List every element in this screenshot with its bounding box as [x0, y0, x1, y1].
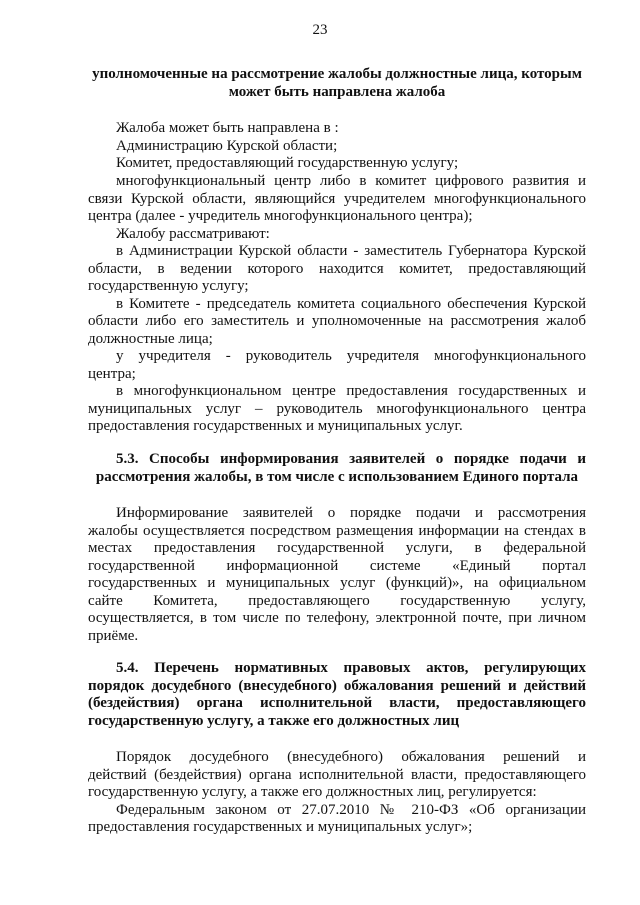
page-number: 23	[312, 22, 328, 38]
paragraph-line: Порядок досудебного (внесудебного) обжалования решений и	[116, 749, 586, 765]
paragraph-line: жалобы осуществляется посредством размещения информации на стендах в	[88, 523, 586, 539]
paragraph-line: предоставления государственных и муниципальных услуг»;	[88, 819, 473, 835]
paragraph-line: осуществляется, в том числе по телефону, электронной почте, при личном	[88, 610, 586, 626]
paragraph-line: Жалоба может быть направлена в :	[116, 120, 339, 136]
paragraph-line: Жалобу рассматривают:	[116, 226, 270, 242]
paragraph-line: местах предоставления государственной услуги, в федеральной	[88, 540, 586, 556]
paragraph-line: связи Курской области, являющийся учредителем многофункционального	[88, 191, 586, 207]
paragraph-line: Информирование заявителей о порядке подачи и рассмотрения	[116, 505, 586, 521]
paragraph-line: государственную услугу;	[88, 278, 249, 294]
paragraph-line: должностные лица;	[88, 331, 213, 347]
paragraph-line: в Комитете - председатель комитета социального обеспечения Курской	[116, 296, 586, 312]
paragraph-line: предоставления государственных и муниципальных услуг.	[88, 418, 463, 434]
paragraph-line: центра;	[88, 366, 136, 382]
section-heading-5-4: государственную услугу, а также его должностных лиц	[88, 713, 460, 729]
paragraph-line: сайте Комитета, предоставляющего государственную услугу,	[88, 593, 586, 609]
paragraph-line: приёме.	[88, 628, 139, 644]
section-heading-5-4: 5.4. Перечень нормативных правовых актов, регулирующих	[116, 660, 586, 676]
section-heading-5-3: 5.3. Способы информирования заявителей о порядке подачи и	[116, 451, 586, 467]
section-heading-5-3: рассмотрения жалобы, в том числе с использованием Единого портала	[95, 469, 579, 485]
paragraph-line: области либо его заместитель и уполномоченные на рассмотрения жалоб	[88, 313, 586, 329]
heading-line: уполномоченные на рассмотрение жалобы должностные лица, которым	[92, 66, 582, 82]
paragraph-line: муниципальных услуг – руководитель многофункционального центра	[88, 401, 586, 417]
paragraph-line: в Администрации Курской области - заместитель Губернатора Курской	[116, 243, 586, 259]
paragraph-line: государственную услугу, а также его должностных лиц, регулируется:	[88, 784, 537, 800]
paragraph-line: Федеральным законом от 27.07.2010 № 210-ФЗ «Об организации	[116, 802, 586, 818]
paragraph-line: центра (далее - учредитель многофункционального центра);	[88, 208, 473, 224]
paragraph-line: Комитет, предоставляющий государственную услугу;	[116, 155, 459, 171]
paragraph-line: многофункциональный центр либо в комитет цифрового развития и	[116, 173, 586, 189]
paragraph-line: действий (бездействия) органа исполнительной власти, предоставляющего	[88, 767, 586, 783]
paragraph-line: у учредителя - руководитель учредителя многофункционального	[116, 348, 586, 364]
paragraph-line: в многофункциональном центре предоставления государственных и	[116, 383, 586, 399]
paragraph-line: государственных и муниципальных услуг (функций)», на официальном	[88, 575, 586, 591]
paragraph-line: области, в ведении которого находится комитет, предоставляющий	[88, 261, 586, 277]
section-heading-5-4: (бездействия) органа исполнительной власти, предоставляющего	[88, 695, 586, 711]
paragraph-line: Администрацию Курской области;	[116, 138, 338, 154]
heading-line: может быть направлена жалоба	[228, 84, 446, 100]
section-heading-5-4: порядок досудебного (внесудебного) обжалования решений и действий	[88, 678, 586, 694]
paragraph-line: государственной информационной системе «Единый портал	[88, 558, 586, 574]
